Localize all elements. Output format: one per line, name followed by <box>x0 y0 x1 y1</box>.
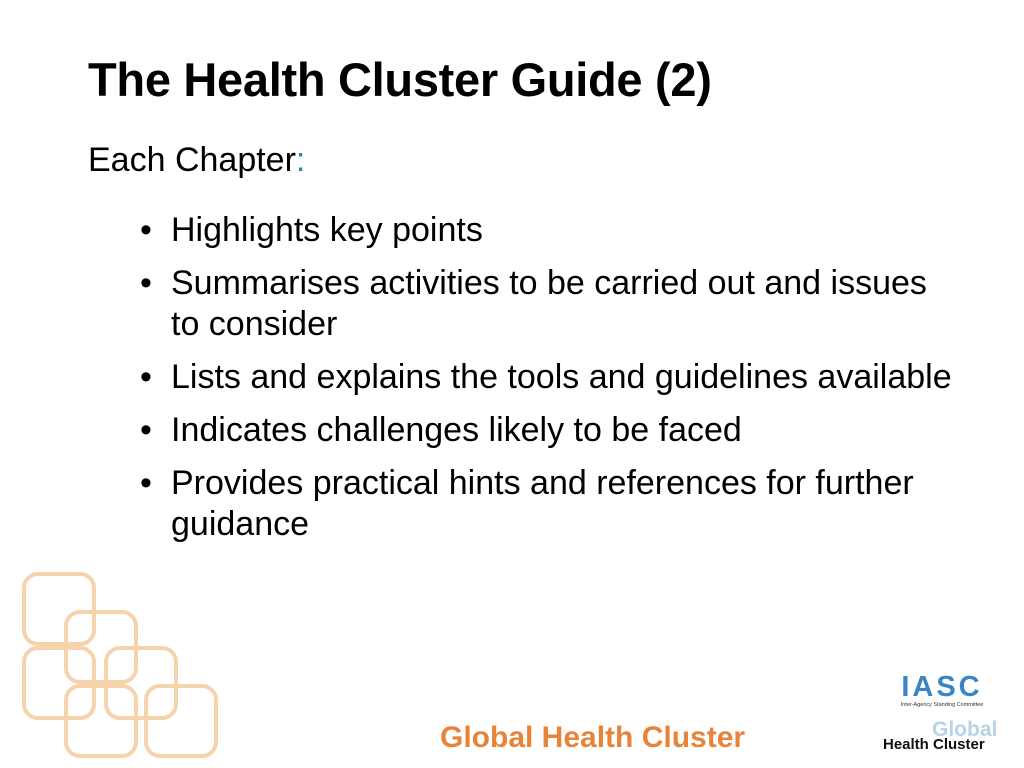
bullet-dot: • <box>140 211 152 249</box>
bullet-list <box>140 210 960 557</box>
footer-brand-text: Global Health Cluster <box>440 721 746 754</box>
bullet-text: Highlights key points <box>171 211 483 249</box>
subtitle-colon: : <box>295 141 306 179</box>
ghc-logo-global-text: Global <box>932 718 998 741</box>
bullet-text: Summarises activities to be carried out and issues to consider <box>171 264 927 343</box>
iasc-logo-letters: IASC <box>901 671 983 703</box>
slide-subtitle <box>88 138 305 182</box>
bullet-text: Indicates challenges likely to be faced <box>171 411 742 449</box>
bullet-item <box>140 463 960 545</box>
global-health-cluster-logo <box>880 718 1010 758</box>
bullet-dot: • <box>140 358 152 396</box>
iasc-logo-subtext: Inter-Agency Standing Committee <box>900 702 984 708</box>
bullet-item <box>140 357 960 398</box>
slide-title: The Health Cluster Guide (2) <box>88 53 712 106</box>
bullet-text: Lists and explains the tools and guidelines available <box>171 358 952 396</box>
bullet-item <box>140 210 960 251</box>
bullet-dot: • <box>140 264 152 302</box>
decorative-rounded-squares-pattern <box>18 568 228 768</box>
bullet-item <box>140 410 960 451</box>
iasc-logo <box>890 672 994 709</box>
ghc-logo-health-text: Health Cluster <box>883 736 985 753</box>
subtitle-text: Each Chapter <box>88 141 296 179</box>
bullet-dot: • <box>140 464 152 502</box>
bullet-text: Provides practical hints and references for further guidance <box>171 464 914 543</box>
bullet-item <box>140 263 960 345</box>
bullet-dot: • <box>140 411 152 449</box>
